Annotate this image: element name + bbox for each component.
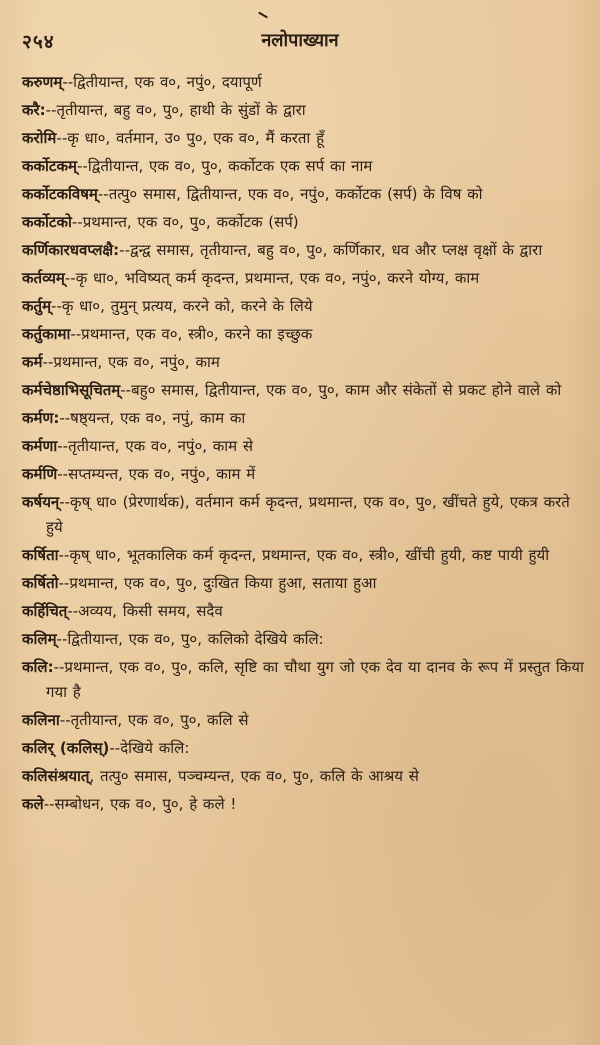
- entry-definition: तत्पु० समास, पञ्चम्यन्त, एक व०, पु०, कलि के आश्रय से: [100, 767, 419, 785]
- entry-headword: कर्षयन्: [22, 493, 60, 511]
- glossary-entries: [22, 70, 590, 820]
- entry-headword: कलिना: [22, 711, 60, 729]
- entry-headword: कर्तुकामा: [22, 325, 71, 343]
- entry-headword: कर्तव्यम्: [22, 269, 65, 287]
- glossary-entry: [22, 238, 590, 263]
- print-mark: [258, 12, 268, 19]
- entry-separator: --: [51, 297, 62, 315]
- entry-definition: कृष् धा०, भूतकालिक कर्म कृदन्त, प्रथमान्त, एक व०, स्त्री०, खींची हुयी, कष्ट पायी हुयी: [69, 546, 550, 564]
- entry-headword: कर्कोटको: [22, 213, 72, 231]
- entry-definition: तत्पु० समास, द्वितीयान्त, एक व०, नपुं०, कर्कोटक (सर्प) के विष को: [108, 185, 483, 203]
- glossary-entry: [22, 792, 590, 817]
- glossary-entry: [22, 708, 590, 733]
- glossary-entry: [22, 571, 590, 596]
- glossary-entry: [22, 378, 590, 403]
- glossary-entry: [22, 490, 590, 540]
- entry-headword: करै:: [22, 101, 46, 119]
- entry-separator: --: [71, 213, 83, 231]
- entry-definition: प्रथमान्त, एक व०, पु०, दुःखित किया हुआ, सताया हुआ: [69, 574, 377, 592]
- entry-separator: --: [43, 795, 55, 813]
- entry-headword: कर्तुम्: [22, 297, 52, 315]
- entry-separator: --: [109, 739, 121, 757]
- entry-definition: कृ धा०, वर्तमान, उ० पु०, एक व०, मैं करता हूँ: [67, 129, 325, 147]
- entry-definition: प्रथमान्त, एक व०, पु०, कर्कोटक (सर्प): [82, 213, 299, 231]
- glossary-entry: [22, 350, 590, 375]
- entry-separator: --: [76, 157, 88, 175]
- glossary-entry: [22, 434, 590, 459]
- entry-definition: तृतीयान्त, एक व०, नपुं०, काम से: [68, 437, 254, 455]
- entry-headword: करोमि: [22, 129, 57, 147]
- entry-headword: कर्षितो: [22, 574, 59, 592]
- entry-headword: कर्षिता: [22, 546, 59, 564]
- glossary-entry: [22, 543, 590, 568]
- glossary-entry: [22, 210, 590, 235]
- entry-definition: द्वितीयान्त, एक व०, पु०, कर्कोटक एक सर्प का नाम: [87, 157, 373, 175]
- entry-separator: --: [56, 630, 68, 648]
- entry-headword: कर्मणि: [22, 465, 58, 483]
- entry-separator: --: [59, 409, 71, 427]
- page-number: २५४: [22, 31, 55, 53]
- entry-definition: तृतीयान्त, एक व०, पु०, कलि से: [70, 711, 249, 729]
- entry-headword: कर्णिकारधवप्लक्षै:: [22, 241, 120, 259]
- glossary-entry: [22, 98, 590, 123]
- entry-headword: कर्मचेष्ठाभिसूचितम्: [22, 381, 121, 399]
- entry-definition: देखिये कलि:: [120, 739, 190, 757]
- entry-headword: कर्हिचित्: [22, 602, 68, 620]
- entry-separator: --: [119, 241, 130, 259]
- entry-headword: कलि:: [22, 658, 54, 676]
- entry-definition: षष्ठ्यन्त, एक व०, नपुं, काम का: [70, 409, 246, 427]
- entry-separator: --: [67, 602, 79, 620]
- entry-definition: द्वन्द्व समास, तृतीयान्त, बहु व०, पु०, कर्णिकार, धव और प्लक्ष वृक्षों के द्वारा: [130, 241, 543, 259]
- entry-definition: प्रथमान्त, एक व०, स्त्री०, करने का इच्छुक: [81, 325, 313, 343]
- page-header: [0, 18, 600, 58]
- glossary-entry: [22, 154, 590, 179]
- entry-definition: द्वितीयान्त, एक व०, नपुं०, दयापूर्ण: [73, 73, 262, 91]
- glossary-entry: [22, 736, 590, 761]
- entry-definition: बहु० समास, द्वितीयान्त, एक व०, पु०, काम और संकेतों से प्रकट होने वाले को: [131, 381, 562, 399]
- entry-separator: --: [62, 73, 74, 91]
- entry-definition: सम्बोधन, एक व०, पु०, हे कले !: [54, 795, 237, 813]
- entry-separator: --: [59, 711, 71, 729]
- glossary-entry: [22, 182, 590, 207]
- entry-separator: --: [64, 269, 76, 287]
- entry-separator: --: [58, 546, 70, 564]
- entry-headword: कलिर् (कलिस्): [22, 739, 110, 757]
- glossary-entry: [22, 322, 590, 347]
- entry-definition: कृ धा०, तुमुन् प्रत्यय, करने को, करने के लिये: [61, 297, 313, 315]
- glossary-entry: [22, 266, 590, 291]
- entry-separator: --: [53, 658, 65, 676]
- entry-definition: तृतीयान्त, बहु व०, पु०, हाथी के सुंडों के द्वारा: [56, 101, 306, 119]
- entry-separator: --: [56, 129, 68, 147]
- entry-headword: कले: [22, 795, 44, 813]
- entry-definition: प्रथमान्त, एक व०, पु०, कलि, सृष्टि का चौथा युग जो एक देव या दानव के रूप में प्रस्तुत किया गया है: [46, 658, 584, 701]
- glossary-entry: [22, 764, 590, 789]
- entry-definition: प्रथमान्त, एक व०, नपुं०, काम: [53, 353, 220, 371]
- glossary-entry: [22, 406, 590, 431]
- entry-definition: द्वितीयान्त, एक व०, पु०, कलिको देखिये कलि:: [67, 630, 324, 648]
- entry-headword: कलिसंश्रयात्: [22, 767, 90, 785]
- glossary-entry: [22, 126, 590, 151]
- entry-separator: --: [58, 574, 70, 592]
- glossary-entry: [22, 70, 590, 95]
- entry-headword: कर्मणा: [22, 437, 58, 455]
- entry-separator: --: [45, 101, 57, 119]
- entry-headword: कर्कोटकम्: [22, 157, 77, 175]
- entry-headword: कर्कोटकविषम्: [22, 185, 98, 203]
- glossary-entry: [22, 294, 590, 319]
- glossary-entry: [22, 655, 590, 705]
- entry-definition: कृ धा०, भविष्यत् कर्म कृदन्त, प्रथमान्त, एक व०, नपुं०, करने योग्य, काम: [75, 269, 480, 287]
- entry-headword: कलिम्: [22, 630, 57, 648]
- entry-separator: --: [70, 325, 82, 343]
- entry-definition: अव्यय, किसी समय, सदैव: [78, 602, 223, 620]
- entry-separator: --: [59, 493, 71, 511]
- entry-headword: करुणम्: [22, 73, 63, 91]
- glossary-entry: [22, 627, 590, 652]
- glossary-entry: [22, 462, 590, 487]
- entry-definition: कृष् धा० (प्रेरणार्थक), वर्तमान कर्म कृदन्त, प्रथमान्त, एक व०, पु०, खींचते हुये, एकत्र करते हुये: [46, 493, 570, 536]
- entry-separator: --: [97, 185, 109, 203]
- entry-definition: सप्तम्यन्त, एक व०, नपुं०, काम में: [68, 465, 256, 483]
- entry-separator: --: [120, 381, 132, 399]
- entry-headword: कर्म: [22, 353, 43, 371]
- entry-headword: कर्मण:: [22, 409, 60, 427]
- entry-separator: --: [57, 465, 69, 483]
- entry-separator: --: [42, 353, 54, 371]
- entry-separator: --: [57, 437, 69, 455]
- glossary-entry: [22, 599, 590, 624]
- running-title: नलोपाख्यान: [261, 30, 339, 51]
- entry-separator: ,: [89, 767, 101, 785]
